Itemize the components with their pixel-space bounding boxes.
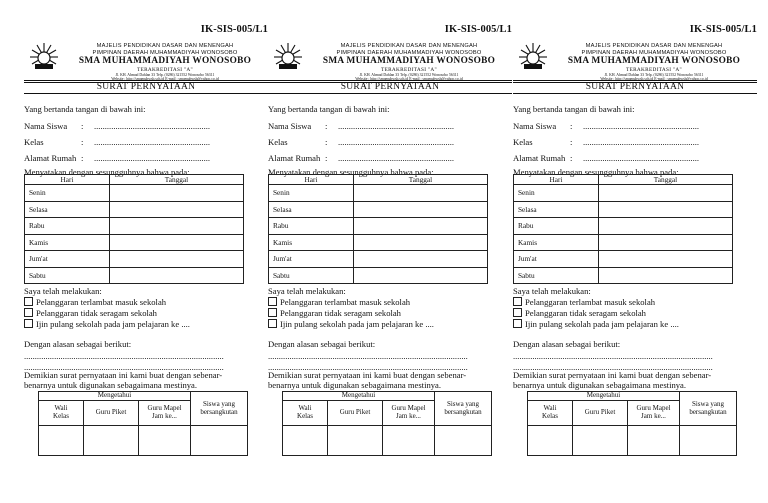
violation-item — [24, 319, 190, 329]
day-cell: Selasa — [269, 201, 354, 218]
alamat-rumah-field[interactable]: ...................................................... — [94, 153, 211, 163]
field-colon: : — [325, 153, 328, 163]
signature-table — [38, 391, 248, 456]
guru-piket-header: Guru Piket — [328, 401, 383, 426]
table-row — [25, 185, 244, 202]
signature-cell[interactable] — [191, 426, 248, 456]
siswa-header: Siswa yang bersangkutan — [191, 392, 248, 426]
table-row — [269, 267, 488, 284]
guru-mapel-header: Guru Mapel Jam ke... — [628, 401, 680, 426]
letterhead-line1: MAJELIS PENDIDIKAN DASAR DAN MENENGAH — [96, 43, 234, 49]
reason-label: Dengan alasan sebagai berikut: — [513, 339, 621, 349]
day-cell: Rabu — [514, 218, 599, 235]
reason-label: Dengan alasan sebagai berikut: — [268, 339, 376, 349]
table-row — [269, 185, 488, 202]
violation-label: Ijin pulang sekolah pada jam pelajaran ke .... — [280, 319, 434, 329]
date-cell[interactable] — [110, 234, 244, 251]
mengetahui-header: Mengetahui — [283, 392, 435, 401]
field-label: Alamat Rumah — [24, 153, 77, 163]
signature-cell[interactable] — [328, 426, 383, 456]
checkbox[interactable] — [24, 297, 33, 306]
violation-label: Ijin pulang sekolah pada jam pelajaran ke .... — [525, 319, 679, 329]
checkbox[interactable] — [513, 297, 522, 306]
document-code: IK-SIS-005/L1 — [200, 24, 268, 35]
document-code: IK-SIS-005/L1 — [689, 24, 757, 35]
signature-cell[interactable] — [680, 426, 737, 456]
signature-cell[interactable] — [435, 426, 492, 456]
day-cell: Jum'at — [25, 251, 110, 268]
day-cell: Kamis — [269, 234, 354, 251]
field-colon: : — [325, 121, 328, 131]
school-name: SMA MUHAMMADIYAH WONOSOBO — [322, 56, 496, 67]
signature-cell[interactable] — [283, 426, 328, 456]
nama-siswa-field[interactable]: ...................................................... — [94, 121, 211, 131]
date-cell[interactable] — [354, 201, 488, 218]
violation-item — [24, 297, 166, 307]
field-colon: : — [81, 153, 84, 163]
closing-text: Demikian surat pernyataan ini kami buat dengan sebenar- — [24, 370, 223, 380]
checkbox[interactable] — [513, 319, 522, 328]
signature-cell[interactable] — [573, 426, 628, 456]
field-label: Nama Siswa — [24, 121, 68, 131]
date-cell[interactable] — [110, 267, 244, 284]
date-cell[interactable] — [599, 267, 733, 284]
guru-mapel-header: Guru Mapel Jam ke... — [139, 401, 191, 426]
day-cell: Rabu — [269, 218, 354, 235]
checkbox[interactable] — [513, 308, 522, 317]
violation-label: Pelanggaran tidak seragam sekolah — [525, 308, 646, 318]
field-colon: : — [570, 121, 573, 131]
table-row — [25, 234, 244, 251]
closing-text: benarnya untuk digunakan sebagaimana mestinya. — [268, 380, 442, 390]
violation-label: Pelanggaran tidak seragam sekolah — [36, 308, 157, 318]
field-label: Nama Siswa — [513, 121, 557, 131]
field-label: Kelas — [24, 137, 44, 147]
wali-kelas-header: Wali Kelas — [528, 401, 573, 426]
mengetahui-header: Mengetahui — [39, 392, 191, 401]
letterhead-line1: MAJELIS PENDIDIKAN DASAR DAN MENENGAH — [585, 43, 723, 49]
wali-kelas-header: Wali Kelas — [39, 401, 84, 426]
school-name: SMA MUHAMMADIYAH WONOSOBO — [567, 56, 741, 67]
siswa-header: Siswa yang bersangkutan — [435, 392, 492, 426]
checkbox[interactable] — [24, 319, 33, 328]
date-cell[interactable] — [599, 218, 733, 235]
signature-table — [282, 391, 492, 456]
violation-label: Pelanggaran terlambat masuk sekolah — [280, 297, 411, 307]
reason-line[interactable]: ............................................................................................. — [24, 351, 224, 361]
day-cell: Sabtu — [269, 267, 354, 284]
field-colon: : — [81, 121, 84, 131]
guru-piket-header: Guru Piket — [573, 401, 628, 426]
guru-piket-header: Guru Piket — [84, 401, 139, 426]
table-header: Hari — [269, 175, 354, 185]
table-row — [514, 251, 733, 268]
form-title: SURAT PERNYATAAN — [96, 82, 196, 92]
kelas-field[interactable]: ...................................................... — [338, 137, 455, 147]
reason-line[interactable]: ............................................................................................. — [24, 362, 224, 372]
school-contact: Website : http://smamuhwsb.sch.id E-mail : smamuhwsb@yahoo.co.id — [600, 77, 708, 82]
violation-label: Pelanggaran terlambat masuk sekolah — [525, 297, 656, 307]
intro-text: Yang bertanda tangan di bawah ini: — [24, 104, 146, 114]
table-row — [514, 267, 733, 284]
table-row — [269, 251, 488, 268]
violation-item — [268, 319, 434, 329]
day-cell: Sabtu — [25, 267, 110, 284]
date-cell[interactable] — [110, 185, 244, 202]
date-cell[interactable] — [354, 251, 488, 268]
field-colon: : — [81, 137, 84, 147]
school-address: Jl. KH. Ahmad Dahlan 33 Telp. (0286) 321552 Wonosobo 56311 — [604, 72, 704, 77]
table-row — [25, 218, 244, 235]
muhammadiyah-logo-icon — [273, 42, 303, 72]
title-divider — [513, 93, 757, 94]
violations-intro: Saya telah melakukan: — [268, 286, 346, 296]
day-cell: Sabtu — [514, 267, 599, 284]
school-name: SMA MUHAMMADIYAH WONOSOBO — [78, 56, 252, 67]
mengetahui-header: Mengetahui — [528, 392, 680, 401]
school-contact: Website : http://smamuhwsb.sch.id E-mail : smamuhwsb@yahoo.co.id — [111, 77, 219, 82]
kelas-field[interactable]: ...................................................... — [94, 137, 211, 147]
date-cell[interactable] — [110, 218, 244, 235]
field-colon: : — [570, 137, 573, 147]
schedule-table — [513, 174, 733, 284]
day-cell: Kamis — [25, 234, 110, 251]
date-cell[interactable] — [110, 201, 244, 218]
violation-label: Ijin pulang sekolah pada jam pelajaran ke .... — [36, 319, 190, 329]
date-cell[interactable] — [110, 251, 244, 268]
reason-line[interactable]: ............................................................................................. — [513, 362, 713, 372]
date-cell[interactable] — [354, 267, 488, 284]
accreditation: TERAKREDITASI "A" — [381, 66, 437, 73]
violation-item — [268, 308, 401, 318]
violations-intro: Saya telah melakukan: — [513, 286, 591, 296]
violations-intro: Saya telah melakukan: — [24, 286, 102, 296]
table-row — [269, 201, 488, 218]
field-colon: : — [325, 137, 328, 147]
school-address: Jl. KH. Ahmad Dahlan 33 Telp. (0286) 321552 Wonosobo 56311 — [359, 72, 459, 77]
field-colon: : — [570, 153, 573, 163]
intro-text: Yang bertanda tangan di bawah ini: — [513, 104, 635, 114]
title-divider — [268, 93, 512, 94]
table-header: Tanggal — [599, 175, 733, 185]
letterhead — [551, 43, 757, 82]
day-cell: Senin — [25, 185, 110, 202]
signature-table — [527, 391, 737, 456]
field-label: Alamat Rumah — [513, 153, 566, 163]
letterhead-line2: PIMPINAN DAERAH MUHAMMADIYAH WONOSOBO — [92, 49, 238, 56]
signature-cell[interactable] — [84, 426, 139, 456]
statement-text: Menyatakan dengan sesungguhnya bahwa pada: — [268, 167, 434, 177]
schedule-table — [268, 174, 488, 284]
checkbox[interactable] — [268, 308, 277, 317]
wali-kelas-header: Wali Kelas — [283, 401, 328, 426]
date-cell[interactable] — [599, 201, 733, 218]
school-address: Jl. KH. Ahmad Dahlan 33 Telp. (0286) 321552 Wonosobo 56311 — [115, 72, 215, 77]
date-cell[interactable] — [599, 234, 733, 251]
table-row — [269, 234, 488, 251]
violation-item — [513, 319, 679, 329]
date-cell[interactable] — [599, 251, 733, 268]
table-header: Tanggal — [354, 175, 488, 185]
violation-item — [268, 297, 410, 307]
alamat-rumah-field[interactable]: ...................................................... — [583, 153, 700, 163]
nama-siswa-field[interactable]: ...................................................... — [338, 121, 455, 131]
reason-line[interactable]: ............................................................................................. — [268, 351, 468, 361]
header-divider — [24, 80, 268, 81]
kelas-field[interactable]: ...................................................... — [583, 137, 700, 147]
table-row — [514, 185, 733, 202]
form-title: SURAT PERNYATAAN — [340, 82, 440, 92]
day-cell: Jum'at — [514, 251, 599, 268]
day-cell: Senin — [269, 185, 354, 202]
signature-cell[interactable] — [39, 426, 84, 456]
table-row — [514, 201, 733, 218]
table-row — [514, 218, 733, 235]
day-cell: Selasa — [514, 201, 599, 218]
accreditation: TERAKREDITASI "A" — [626, 66, 682, 73]
form-panel-3 — [513, 0, 757, 503]
intro-text: Yang bertanda tangan di bawah ini: — [268, 104, 390, 114]
table-row — [25, 267, 244, 284]
letterhead-line2: PIMPINAN DAERAH MUHAMMADIYAH WONOSOBO — [336, 49, 482, 56]
signature-cell[interactable] — [383, 426, 435, 456]
table-row — [25, 201, 244, 218]
signature-cell[interactable] — [139, 426, 191, 456]
day-cell: Senin — [514, 185, 599, 202]
checkbox[interactable] — [268, 319, 277, 328]
reason-line[interactable]: ............................................................................................. — [268, 362, 468, 372]
field-label: Nama Siswa — [268, 121, 312, 131]
letterhead-line1: MAJELIS PENDIDIKAN DASAR DAN MENENGAH — [340, 43, 478, 49]
siswa-header: Siswa yang bersangkutan — [680, 392, 737, 426]
closing-text: benarnya untuk digunakan sebagaimana mestinya. — [513, 380, 687, 390]
reason-line[interactable]: ............................................................................................. — [513, 351, 713, 361]
table-row — [514, 234, 733, 251]
violation-item — [24, 308, 157, 318]
date-cell[interactable] — [599, 185, 733, 202]
nama-siswa-field[interactable]: ...................................................... — [583, 121, 700, 131]
checkbox[interactable] — [24, 308, 33, 317]
violation-label: Pelanggaran terlambat masuk sekolah — [36, 297, 167, 307]
table-header: Tanggal — [110, 175, 244, 185]
table-row — [25, 251, 244, 268]
title-divider — [24, 93, 268, 94]
closing-text: benarnya untuk digunakan sebagaimana mestinya. — [24, 380, 198, 390]
letterhead-line2: PIMPINAN DAERAH MUHAMMADIYAH WONOSOBO — [581, 49, 727, 56]
document-code: IK-SIS-005/L1 — [444, 24, 512, 35]
checkbox[interactable] — [268, 297, 277, 306]
form-panel-2 — [268, 0, 512, 503]
closing-text: Demikian surat pernyataan ini kami buat dengan sebenar- — [268, 370, 467, 380]
field-label: Alamat Rumah — [268, 153, 321, 163]
date-cell[interactable] — [354, 185, 488, 202]
alamat-rumah-field[interactable]: ...................................................... — [338, 153, 455, 163]
closing-text: Demikian surat pernyataan ini kami buat dengan sebenar- — [513, 370, 712, 380]
school-contact: Website : http://smamuhwsb.sch.id E-mail : smamuhwsb@yahoo.co.id — [355, 77, 463, 82]
header-divider — [268, 80, 512, 81]
day-cell: Kamis — [514, 234, 599, 251]
accreditation: TERAKREDITASI "A" — [137, 66, 193, 73]
table-header: Hari — [514, 175, 599, 185]
signature-cell[interactable] — [528, 426, 573, 456]
muhammadiyah-logo-icon — [29, 42, 59, 72]
letterhead — [62, 43, 268, 82]
statement-text: Menyatakan dengan sesungguhnya bahwa pada: — [24, 167, 190, 177]
form-title: SURAT PERNYATAAN — [585, 82, 685, 92]
field-label: Kelas — [513, 137, 533, 147]
date-cell[interactable] — [354, 234, 488, 251]
header-divider — [513, 80, 757, 81]
muhammadiyah-logo-icon — [518, 42, 548, 72]
schedule-table — [24, 174, 244, 284]
letterhead — [306, 43, 512, 82]
date-cell[interactable] — [354, 218, 488, 235]
day-cell: Rabu — [25, 218, 110, 235]
guru-mapel-header: Guru Mapel Jam ke... — [383, 401, 435, 426]
table-header: Hari — [25, 175, 110, 185]
statement-text: Menyatakan dengan sesungguhnya bahwa pada: — [513, 167, 679, 177]
field-label: Kelas — [268, 137, 288, 147]
violation-item — [513, 308, 646, 318]
signature-cell[interactable] — [628, 426, 680, 456]
form-panel-1 — [24, 0, 268, 503]
violation-item — [513, 297, 655, 307]
day-cell: Selasa — [25, 201, 110, 218]
day-cell: Jum'at — [269, 251, 354, 268]
violation-label: Pelanggaran tidak seragam sekolah — [280, 308, 401, 318]
reason-label: Dengan alasan sebagai berikut: — [24, 339, 132, 349]
table-row — [269, 218, 488, 235]
